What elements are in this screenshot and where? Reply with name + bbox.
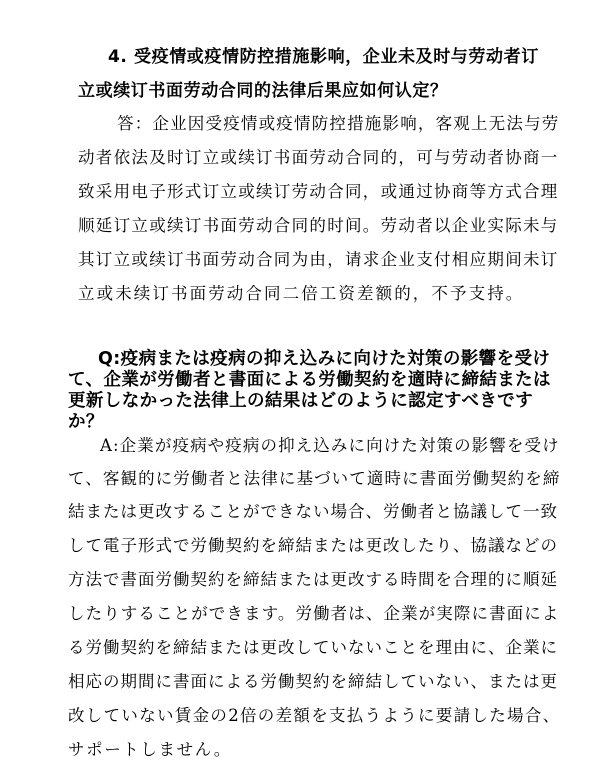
cn-answer-line-4: 顺延订立或续订书面劳动合同的时间。劳动者以企业实际未与	[78, 216, 559, 235]
jp-answer-line-9: 改していない賃金の2倍の差額を支払うように要請した場合、	[68, 706, 561, 725]
jp-answer-line-8: 相応の期間に書面による労働契約を締結していない、または更	[68, 672, 558, 691]
jp-answer-line-3: 結または更改することができない場合、労働者と協議して一致	[68, 502, 558, 521]
cn-answer-line-6: 立或未续订书面劳动合同二倍工资差额的，不予支持。	[78, 284, 525, 303]
jp-answer-line-6: したりすることができます。労働者は、企業が実際に書面によ	[68, 604, 560, 623]
jp-question-line-1: Q:疫病または疫病の抑え込みに向けた対策の影響を受け	[98, 349, 551, 369]
jp-answer-line-2: て、客観的に労働者と法律に基づいて適時に書面労働契約を締	[68, 469, 561, 488]
cn-answer-line-5: 其订立或续订书面劳动合同为由，请求企业支付相应期间未订	[78, 250, 559, 269]
jp-answer-line-10: サポートしません。	[68, 740, 232, 759]
jp-question-line-4: か？	[68, 412, 104, 432]
jp-question-line-3: 更新しなかった法律上の結果はどのように認定すべきです	[68, 391, 534, 411]
cn-answer-line-2: 动者依法及时订立或续订书面劳动合同的，可与劳动者协商一	[78, 148, 559, 167]
cn-answer-line-3: 致采用电子形式订立或续订劳动合同，或通过协商等方式合理	[78, 182, 559, 201]
jp-answer-line-5: 方法で書面労働契約を締結または更改する時間を合理的に順延	[68, 570, 558, 589]
jp-answer-line-7: る労働契約を締結または更改していないことを理由に、企業に	[68, 638, 558, 657]
jp-answer-line-4: して電子形式で労働契約を締結または更改したり、協議などの	[68, 536, 558, 555]
jp-answer-line-1: A:企業が疫病や疫病の抑え込みに向けた対策の影響を受け	[100, 436, 560, 455]
cn-question-line-2: 立或续订书面劳动合同的法律后果应如何认定？	[78, 81, 448, 101]
jp-question-line-2: て、企業が労働者と書面による労働契約を適時に締結または	[68, 370, 551, 390]
cn-question-line-1: 4. 受疫情或疫情防控措施影响，企业未及时与劳动者订	[108, 47, 539, 67]
cn-answer-line-1: 答：企业因受疫情或疫情防控措施影响，客观上无法与劳	[117, 114, 560, 133]
